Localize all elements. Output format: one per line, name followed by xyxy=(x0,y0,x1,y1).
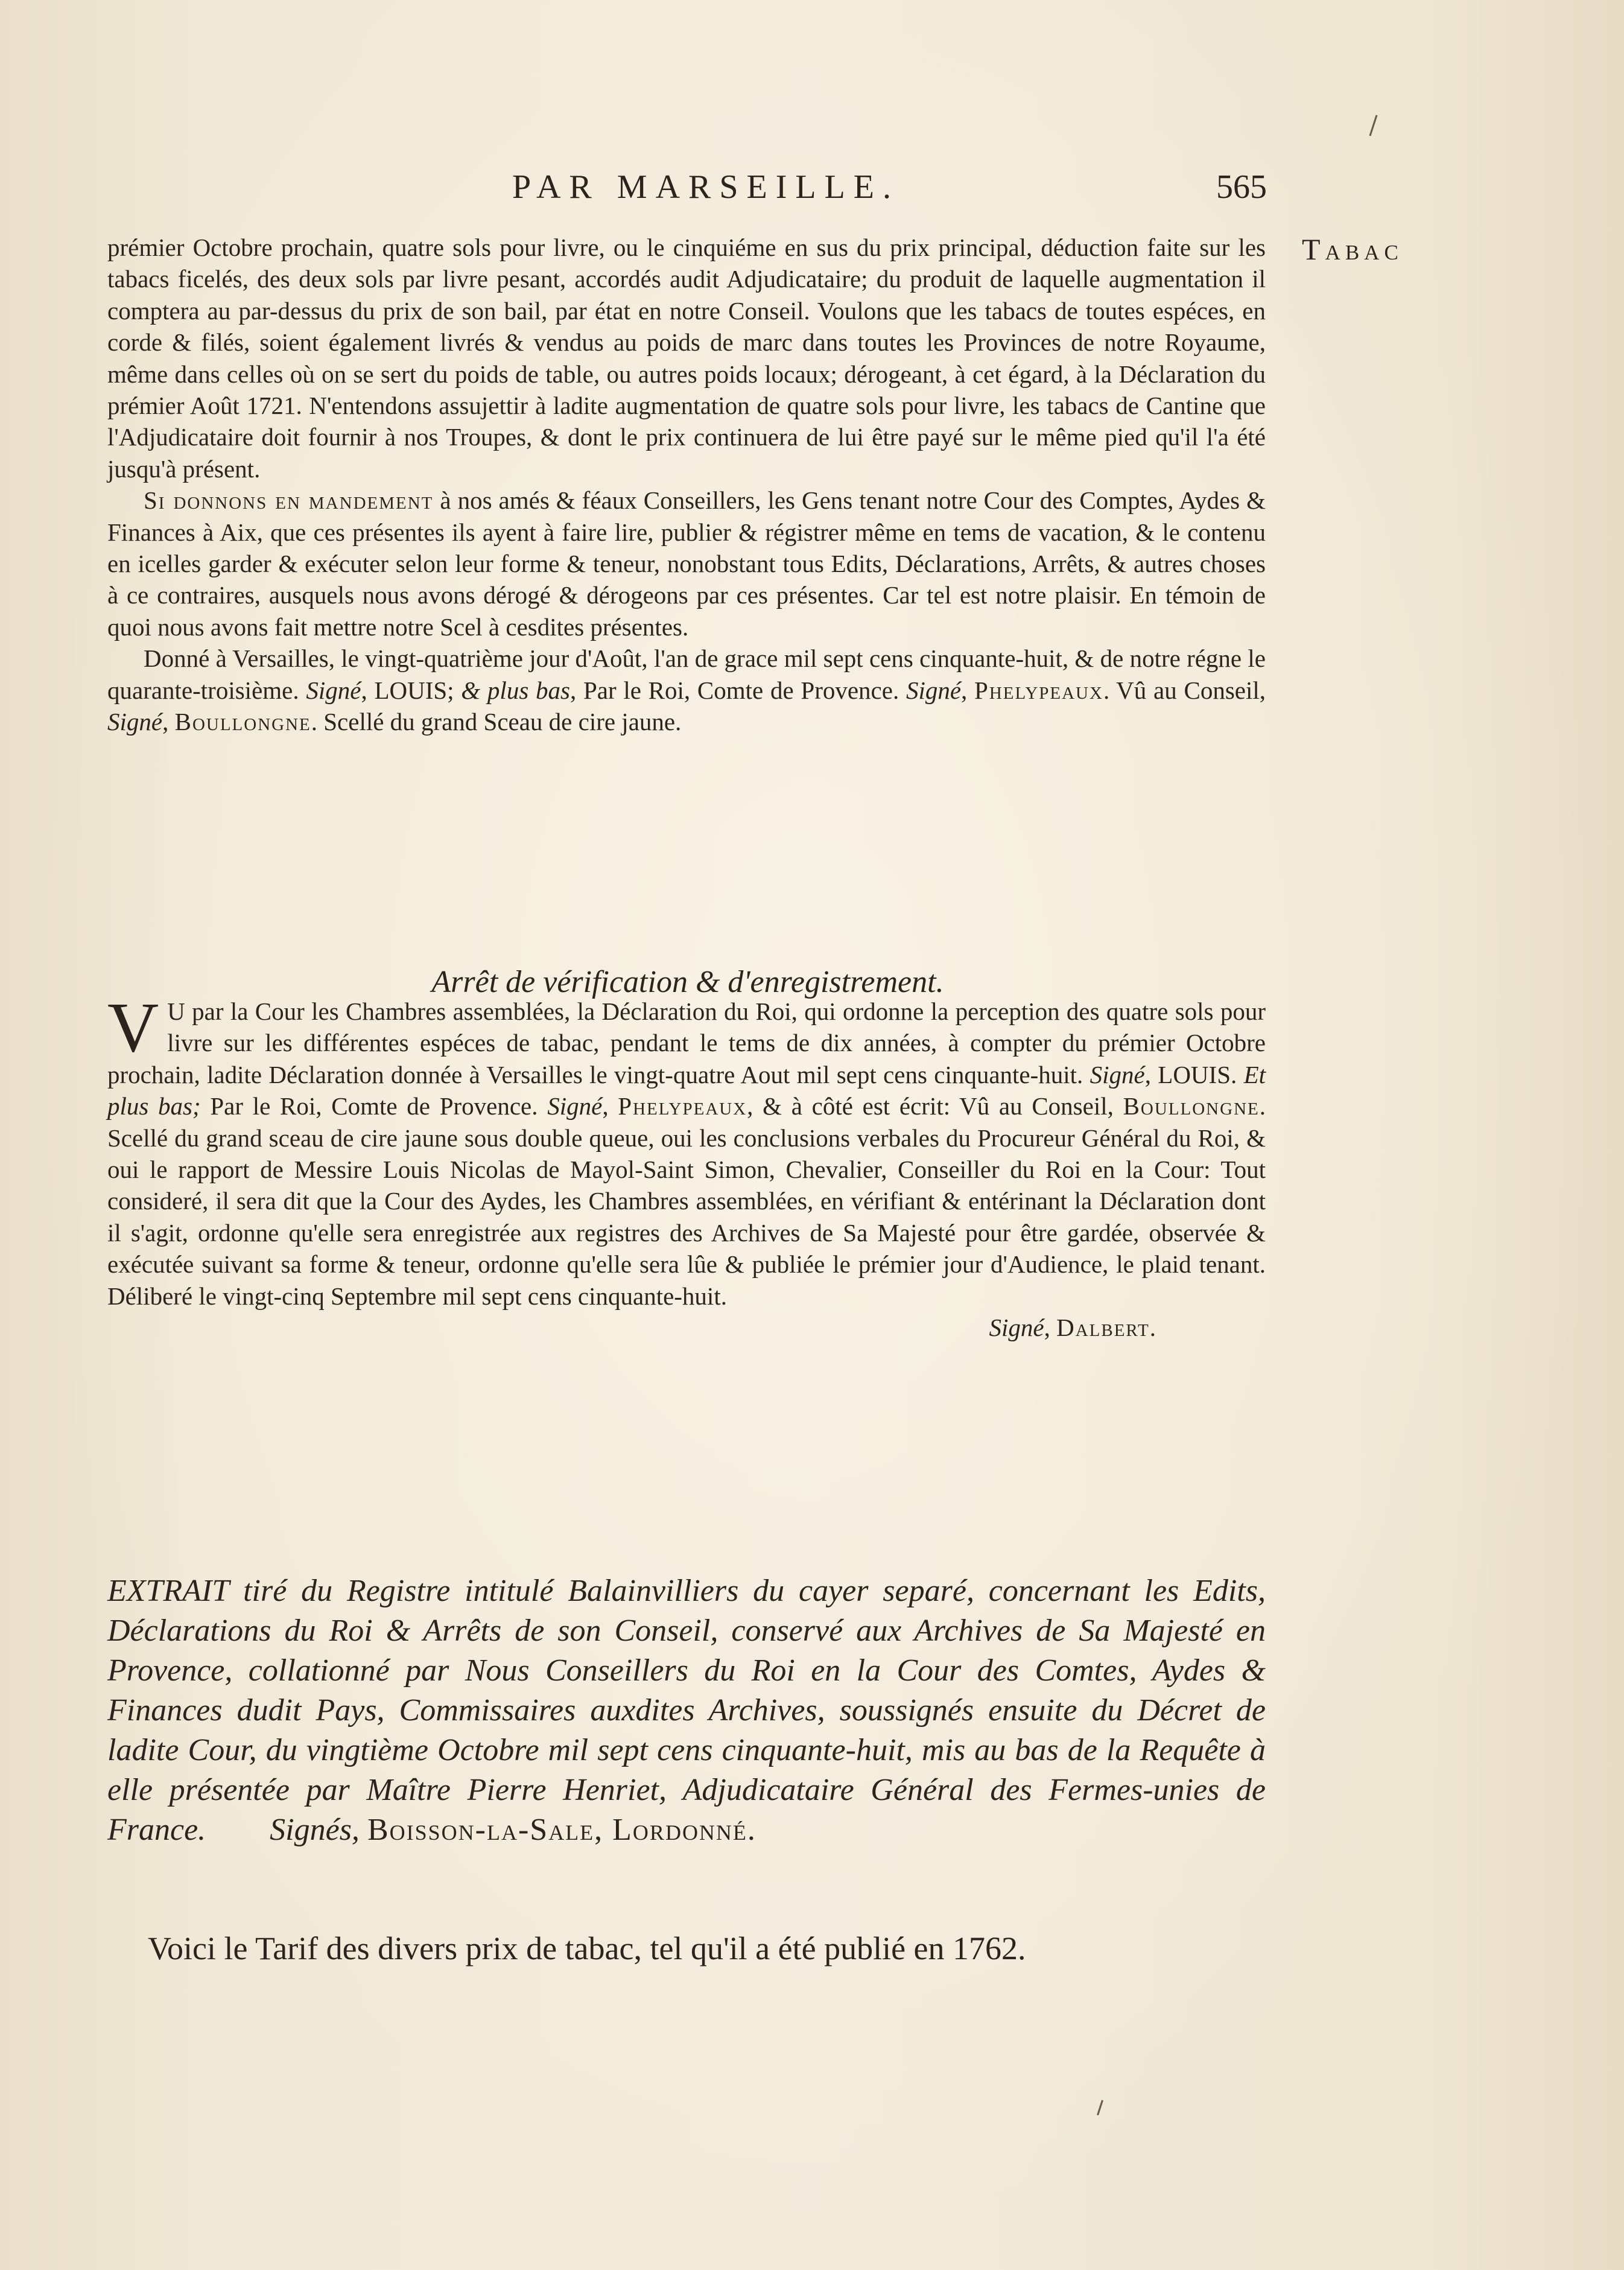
text-run: . Vû au Conseil, xyxy=(1103,676,1266,704)
text-run: , LOUIS; xyxy=(361,676,462,704)
page-header xyxy=(109,168,1267,216)
text-run: , & à côté est écrit: Vû au Conseil, xyxy=(747,1092,1123,1121)
text-run: , xyxy=(961,676,975,704)
arret-text xyxy=(107,988,1266,1343)
text-run: & plus bas xyxy=(461,676,570,704)
extract-paragraph xyxy=(107,1571,1266,1850)
margin-note: Tabac xyxy=(1302,232,1403,266)
paragraph-text: à nos amés & féaux Conseillers, les Gens tenant notre Cour des Comptes, Aydes & Finances à Aix, que ces présentes ils ayent à faire lire, publier & régistrer même en tems de vacation, & le contenu en icelles garder & exécuter selon leur forme & teneur, nonobstant tous Edits, Déclarations, Arrêts, & autres choses à ce contraires, ausquels nous avons dérogé & dérogeons par ces présentes. Car tel est notre plaisir. En témoin de quoi nous avons fait mettre notre Scel à cesdites présentes. xyxy=(107,486,1266,641)
paragraph xyxy=(107,643,1266,737)
paragraph xyxy=(107,485,1266,643)
text-run: Boullongne xyxy=(174,708,311,736)
ink-speck xyxy=(1369,115,1378,136)
tarif-line: Voici le Tarif des divers prix de tabac, tel qu'il a été publié en 1762. xyxy=(148,1930,1026,1966)
text-run: U par la Cour les Chambres assemblées, la Déclaration du Roi, qui ordonne la perception des quatre sols pour livre sur les différentes espéces de tabac, pendant le tems de dix années, à compter du prémier Octobre prochain, ladite Déclaration donnée à Versailles le vingt-quatre Aout mil sept cens cinquante-huit. xyxy=(107,997,1266,1089)
signatories: Boisson-la-Sale, Lordonné. xyxy=(367,1813,756,1847)
text-run: Et plus bas; xyxy=(107,1060,1266,1121)
text-run: , xyxy=(602,1092,618,1121)
page-number: 565 xyxy=(1216,168,1267,206)
text-run: Boullongne xyxy=(1123,1092,1260,1121)
drop-cap: V xyxy=(107,988,159,1067)
text-run: , Par le Roi, Comte de Provence. xyxy=(569,676,906,704)
text-run: Signé xyxy=(906,676,962,704)
text-run: . Scellé du grand Sceau de cire jaune. xyxy=(311,708,682,736)
text-run: Signé xyxy=(989,1314,1044,1342)
section-heading: Arrêt de vérification & d'enregistrement. xyxy=(431,965,944,999)
text-run: Phelypeaux xyxy=(974,676,1103,704)
text-run: Signé xyxy=(107,708,163,736)
signatory-name: Dalbert. xyxy=(1056,1314,1157,1342)
text-run: Par le Roi, Comte de Provence. xyxy=(200,1092,548,1121)
text-run: Signé xyxy=(306,676,361,704)
text-run: Signé xyxy=(547,1092,603,1121)
declaration-text xyxy=(107,232,1266,738)
text-run: Phelypeaux xyxy=(618,1092,747,1121)
text-run: Donné à Versailles, le vingt-quatrième jour d'Août, l'an de grace mil sept cens cinquante-huit, & de notre régne le quarante-troisième. xyxy=(107,644,1266,704)
text-run: . Scellé du grand sceau de cire jaune sous double queue, oui les conclusions verbales du Procureur Général du Roi, & oui le rapport de Messire Louis Nicolas de Mayol-Saint Simon, Chevalier, Conseiller du Roi en la Cour: Tout consideré, il sera dit que la Cour des Aydes, les Chambres assemblées, en vérifiant & entérinant la Déclaration dont il s'agit, ordonne qu'elle sera enregistrée aux registres des Archives de Sa Majesté pour être gardée, observée & exécutée suivant sa forme & teneur, ordonne qu'elle sera lûe & publiée le prémier jour d'Audience, le plaid tenant. Déliberé le vingt-cinq Septembre mil sept cens cinquante-huit. xyxy=(107,1092,1266,1310)
text-run: , LOUIS. xyxy=(1144,1060,1244,1089)
running-head: PAR MARSEILLE. xyxy=(512,168,899,206)
extract-text: EXTRAIT tiré du Registre intitulé Balainvilliers du cayer separé, concernant les Edits, Déclarations du Roi & Arrêts de son Conseil, conservé aux Archives de Sa Majesté en Provence, collationné par Nous Conseillers du Roi en la Cour des Comtes, Aydes & Finances dudit Pays, Commissaires auxdites Archives, soussignés ensuite du Décret de ladite Cour, du vingtième Octobre mil sept cens cinquante-huit, mis au bas de la Requête à elle présentée par Maître Pierre Henriet, Adjudicataire Général des Fermes-unies de France. xyxy=(107,1574,1266,1847)
text-run: Signé xyxy=(1090,1060,1145,1089)
ink-speck xyxy=(1097,2100,1103,2116)
mandement-lead: Si donnons en mandement xyxy=(144,486,434,515)
text-run: , xyxy=(1044,1314,1057,1342)
text-run: Signés, xyxy=(270,1813,360,1847)
signature-line xyxy=(107,1312,1266,1343)
paragraph xyxy=(107,988,1266,1312)
text-run: , xyxy=(162,708,175,736)
paragraph: prémier Octobre prochain, quatre sols pour livre, ou le cinquiéme en sus du prix principal, déduction faite sur les tabacs ficelés, des deux sols par livre pesant, accordés audit Adjudicataire; du produit de laquelle augmentation il comptera au par-dessus du prix de son bail, par état en notre Conseil. Voulons que les tabacs de toutes espéces, en corde & filés, soient également livrés & vendus au poids de marc dans toutes les Provinces de notre Royaume, même dans celles où on se sert du poids de table, ou autres poids locaux; dérogeant, à cet égard, à la Déclaration du prémier Août 1721. N'entendons assujettir à ladite augmentation de quatre sols pour livre, les tabacs de Cantine que l'Adjudicataire doit fournir à nos Troupes, & dont le prix continuera de lui être payé sur le même pied qu'il l'a été jusqu'à présent. xyxy=(107,234,1266,483)
